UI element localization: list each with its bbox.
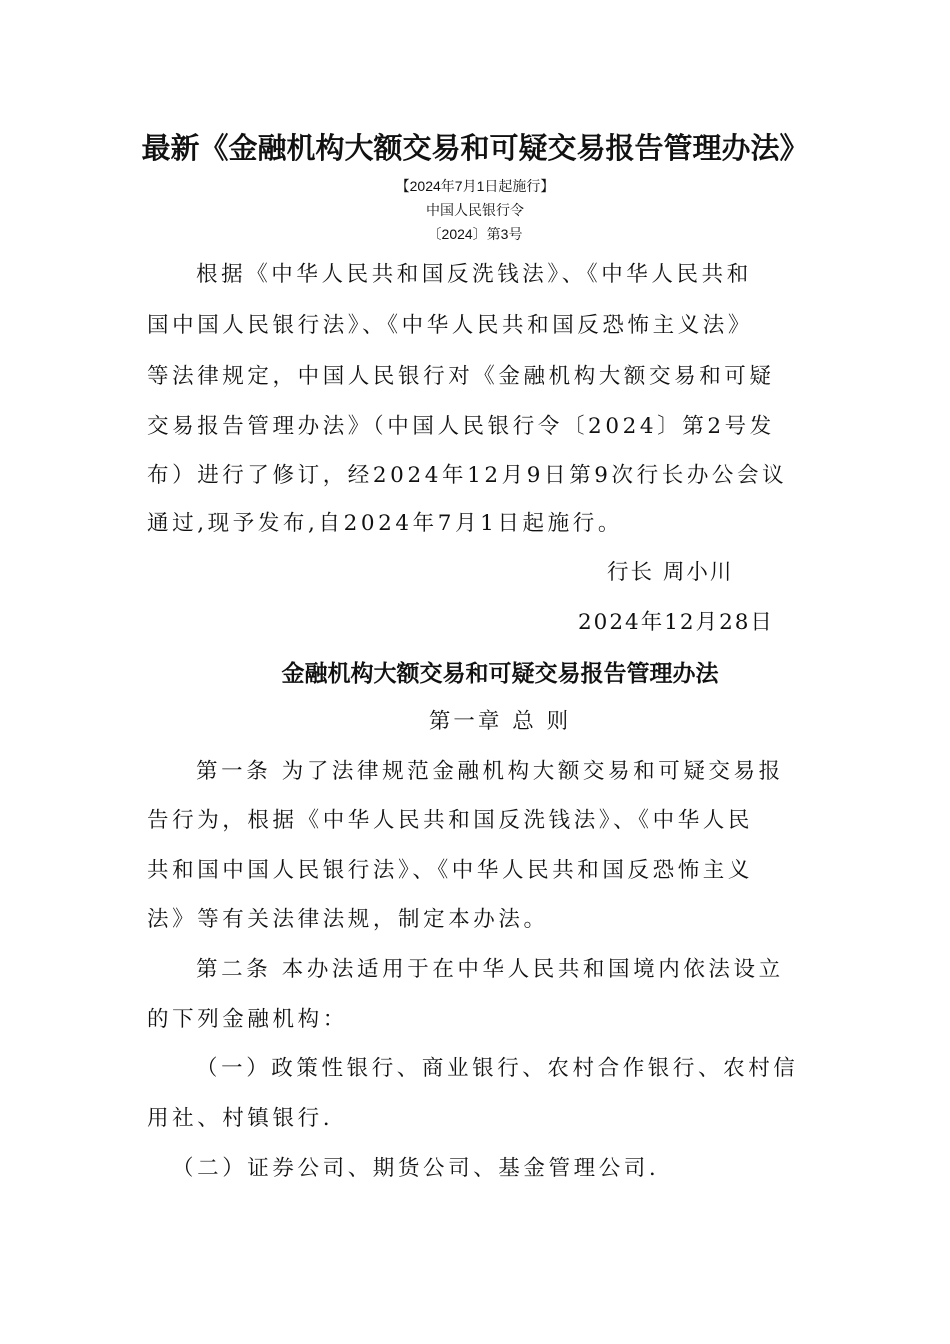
signature-date: 2024年12月28日 <box>578 610 774 635</box>
list-item-line: 用社、村镇银行. <box>147 1106 334 1131</box>
preamble-line: 交易报告管理办法》（中国人民银行令〔2024〕第2号发 <box>147 414 775 439</box>
preamble-line: 国中国人民银行法》、《中华人民共和国反恐怖主义法》 <box>147 313 754 338</box>
list-item-line: （一）政策性银行、商业银行、农村合作银行、农村信 <box>196 1056 799 1081</box>
preamble-line: 通过,现予发布,自2024年7月1日起施行。 <box>147 511 623 536</box>
issuer-line: 中国人民银行令 <box>426 202 524 218</box>
preamble-line: 根据《中华人民共和国反洗钱法》、《中华人民共和 <box>196 262 752 287</box>
article-line: 告行为，根据《中华人民共和国反洗钱法》、《中华人民 <box>147 808 754 833</box>
document-title: 最新《金融机构大额交易和可疑交易报告管理办法》 <box>141 131 809 165</box>
regulation-title: 金融机构大额交易和可疑交易报告管理办法 <box>281 660 719 686</box>
article-line: 法》等有关法律法规，制定本办法。 <box>147 907 549 932</box>
article-line: 第一条 为了法律规范金融机构大额交易和可疑交易报 <box>196 759 784 784</box>
list-item-line: （二）证券公司、期货公司、基金管理公司. <box>172 1156 660 1181</box>
effective-date-note: 【2024年7月1日起施行】 <box>395 178 555 194</box>
order-number: 〔2024〕第3号 <box>427 226 523 242</box>
article-line: 共和国中国人民银行法》、《中华人民共和国反恐怖主义 <box>147 858 754 883</box>
signature: 行长 周小川 <box>607 560 734 585</box>
chapter-heading: 第一章 总 则 <box>428 709 572 734</box>
article-line: 第二条 本办法适用于在中华人民共和国境内依法设立 <box>196 957 784 982</box>
article-line: 的下列金融机构： <box>147 1007 348 1032</box>
preamble-line: 布）进行了修订，经2024年12月9日第9次行长办公会议 <box>147 463 788 488</box>
preamble-line: 等法律规定，中国人民银行对《金融机构大额交易和可疑 <box>147 364 775 389</box>
